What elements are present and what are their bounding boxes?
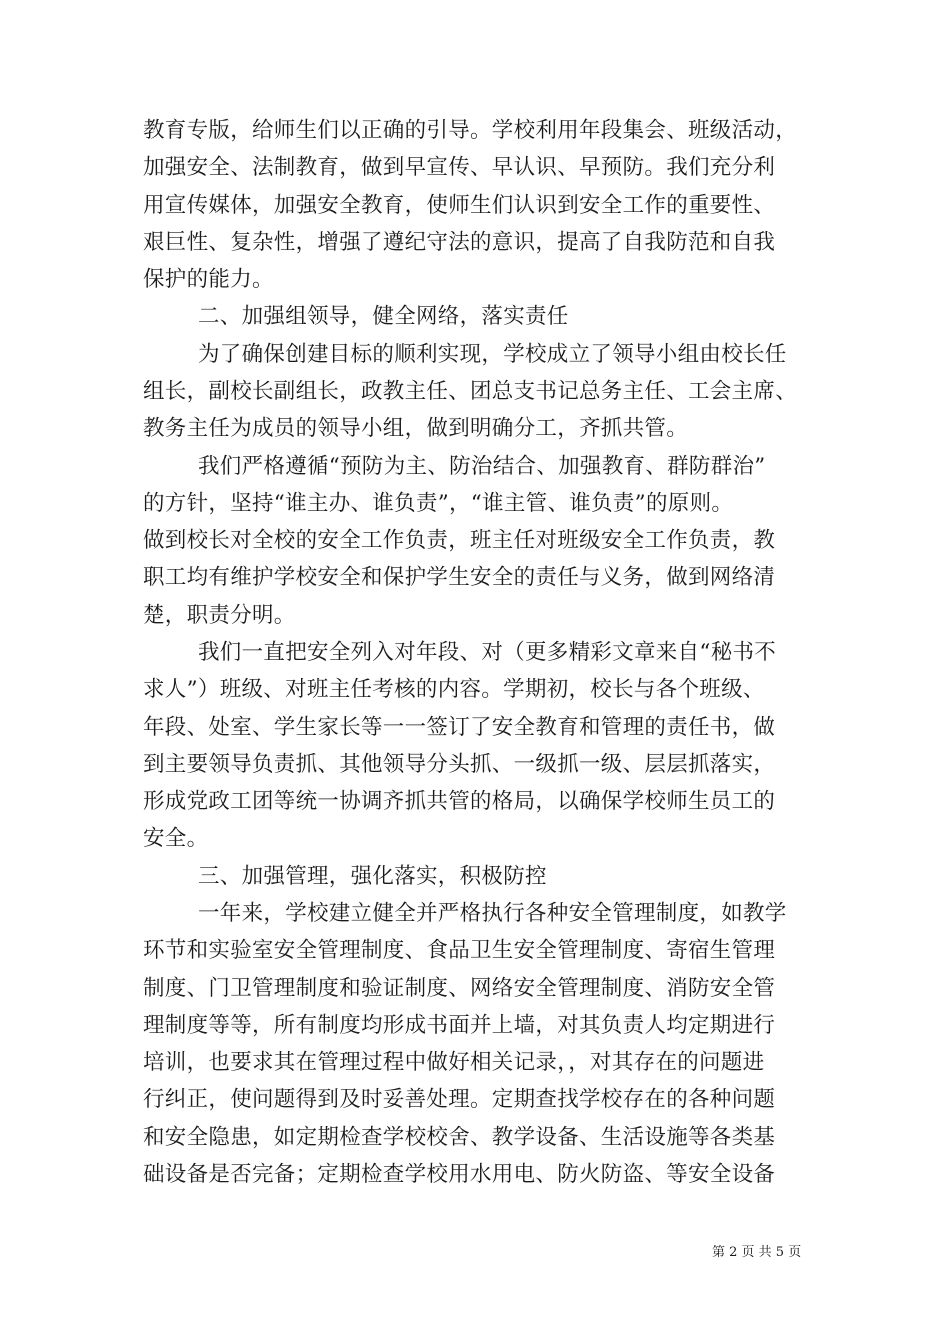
text-line: 到主要领导负责抓、其他领导分头抓、一级抓一级、层层抓落实， [143, 752, 776, 777]
text-line: 职工均有维护学校安全和保护学生安全的责任与义务，做到网络清 [143, 565, 776, 590]
text-line: 用宣传媒体，加强安全教育，使师生们认识到安全工作的重要性、 [143, 193, 776, 218]
text-line: 年段、处室、学生家长等一一签订了安全教育和管理的责任书，做 [143, 715, 776, 740]
text-line: 教育专版，给师生们以正确的引导。学校利用年段集会、班级活动， [143, 118, 798, 143]
text-line: 为了确保创建目标的顺利实现，学校成立了领导小组由校长任 [198, 342, 787, 367]
text-line: 培训，也要求其在管理过程中做好相关记录，，对其存在的问题进 [143, 1050, 765, 1075]
text-line: 理制度等等，所有制度均形成书面并上墙，对其负责人均定期进行 [143, 1013, 776, 1038]
text-line: 环节和实验室安全管理制度、食品卫生安全管理制度、寄宿生管理 [143, 938, 776, 963]
text-line: 保护的能力。 [143, 267, 274, 292]
text-line: 一年来，学校建立健全并严格执行各种安全管理制度，如教学 [198, 901, 787, 926]
text-line: 教务主任为成员的领导小组，做到明确分工，齐抓共管。 [143, 416, 689, 441]
text-line: 我们严格遵循“预防为主、防治结合、加强教育、群防群治” [198, 454, 766, 479]
text-line: 求人”）班级、对班主任考核的内容。学期初，校长与各个班级、 [143, 677, 765, 702]
text-line: 行纠正，使问题得到及时妥善处理。定期查找学校存在的各种问题 [143, 1087, 776, 1112]
text-line: 础设备是否完备；定期检查学校用水用电、防火防盗、等安全设备 [143, 1162, 776, 1187]
text-line: 加强安全、法制教育，做到早宣传、早认识、早预防。我们充分利 [143, 155, 776, 180]
text-line: 组长，副校长副组长，政教主任、团总支书记总务主任、工会主席、 [143, 379, 798, 404]
section-heading: 二、加强组领导，健全网络，落实责任 [198, 304, 569, 329]
text-line: 形成党政工团等统一协调齐抓共管的格局，以确保学校师生员工的 [143, 789, 776, 814]
text-line: 楚，职责分明。 [143, 603, 296, 628]
text-line: 艰巨性、复杂性，增强了遵纪守法的意识，提高了自我防范和自我 [143, 230, 776, 255]
text-line: 的方针，坚持“谁主办、谁负责”，“谁主管、谁负责”的原则。 [143, 491, 734, 516]
text-line: 我们一直把安全列入对年段、对（更多精彩文章来自“秘书不 [198, 640, 777, 665]
page-number: 第 2 页 共 5 页 [712, 1245, 802, 1260]
text-line: 做到校长对全校的安全工作负责，班主任对班级安全工作负责，教 [143, 528, 776, 553]
text-line: 制度、门卫管理制度和验证制度、网络安全管理制度、消防安全管 [143, 976, 776, 1001]
section-heading: 三、加强管理，强化落实，积极防控 [198, 864, 547, 889]
text-line: 安全。 [143, 826, 209, 851]
text-line: 和安全隐患，如定期检查学校校舍、教学设备、生活设施等各类基 [143, 1125, 776, 1150]
